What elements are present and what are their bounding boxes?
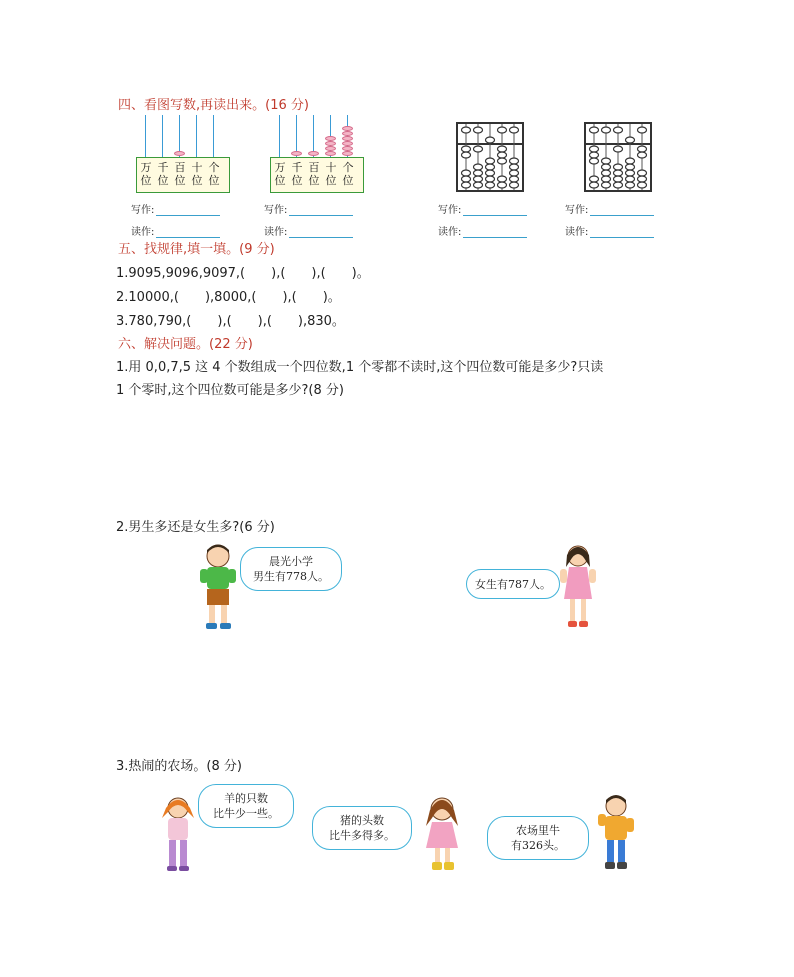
boy-illustration [198,543,240,631]
abacus-1 [456,122,524,192]
speech-bubble-pigs: 猪的头数 比牛多得多。 [312,806,412,850]
pattern-line-2: 2.10000,( ),8000,( ),( )。 [116,290,341,305]
read-line-3[interactable]: 读作: [438,223,527,238]
write-line-3[interactable]: 写作: [438,201,527,216]
read-line-2[interactable]: 读作: [264,223,353,238]
section-5-title: 五、找规律,填一填。(9 分) [118,242,275,257]
pattern-line-1: 1.9095,9096,9097,( ),( ),( )。 [116,266,370,281]
speech-bubble-sheep: 羊的只数 比牛少一些。 [198,784,294,828]
speech-bubble-cows: 农场里牛 有326头。 [487,816,589,860]
section-4-title: 四、看图写数,再读出来。(16 分) [118,98,309,113]
section-6-title: 六、解决问题。(22 分) [118,337,253,352]
question-2-title: 2.男生多还是女生多?(6 分) [116,520,275,535]
counting-frame-1 [136,115,232,195]
question-3-title: 3.热闹的农场。(8 分) [116,759,242,774]
girl-speech-bubble: 女生有787人。 [466,569,560,599]
read-line-4[interactable]: 读作: [565,223,654,238]
girl-2-illustration [420,796,464,872]
counting-frame-2: 万 位 千 位 百 位 十 位 个 位 [270,115,366,195]
question-1-line-2: 1 个零时,这个四位数可能是多少?(8 分) [116,383,344,398]
write-line-1[interactable]: 写作: [131,201,220,216]
boy-2-illustration [596,794,638,872]
girl-illustration [560,543,596,631]
question-1-line-1: 1.用 0,0,7,5 这 4 个数组成一个四位数,1 个零都不读时,这个四位数可能是多少?只读 [116,360,604,375]
place-label-bai: 百 位 [174,161,186,187]
place-label-qian: 千 位 [157,161,169,187]
boy-speech-bubble: 晨光小学 男生有778人。 [240,547,342,591]
write-line-2[interactable]: 写作: [264,201,353,216]
place-label-ge: 个 位 [208,161,220,187]
place-label-wan: 万 位 [140,161,152,187]
read-line-1[interactable]: 读作: [131,223,220,238]
pattern-line-3: 3.780,790,( ),( ),( ),830。 [116,314,345,329]
write-line-4[interactable]: 写作: [565,201,654,216]
girl-1-illustration [158,796,198,872]
place-label-shi: 十 位 [191,161,203,187]
abacus-2 [584,122,652,192]
